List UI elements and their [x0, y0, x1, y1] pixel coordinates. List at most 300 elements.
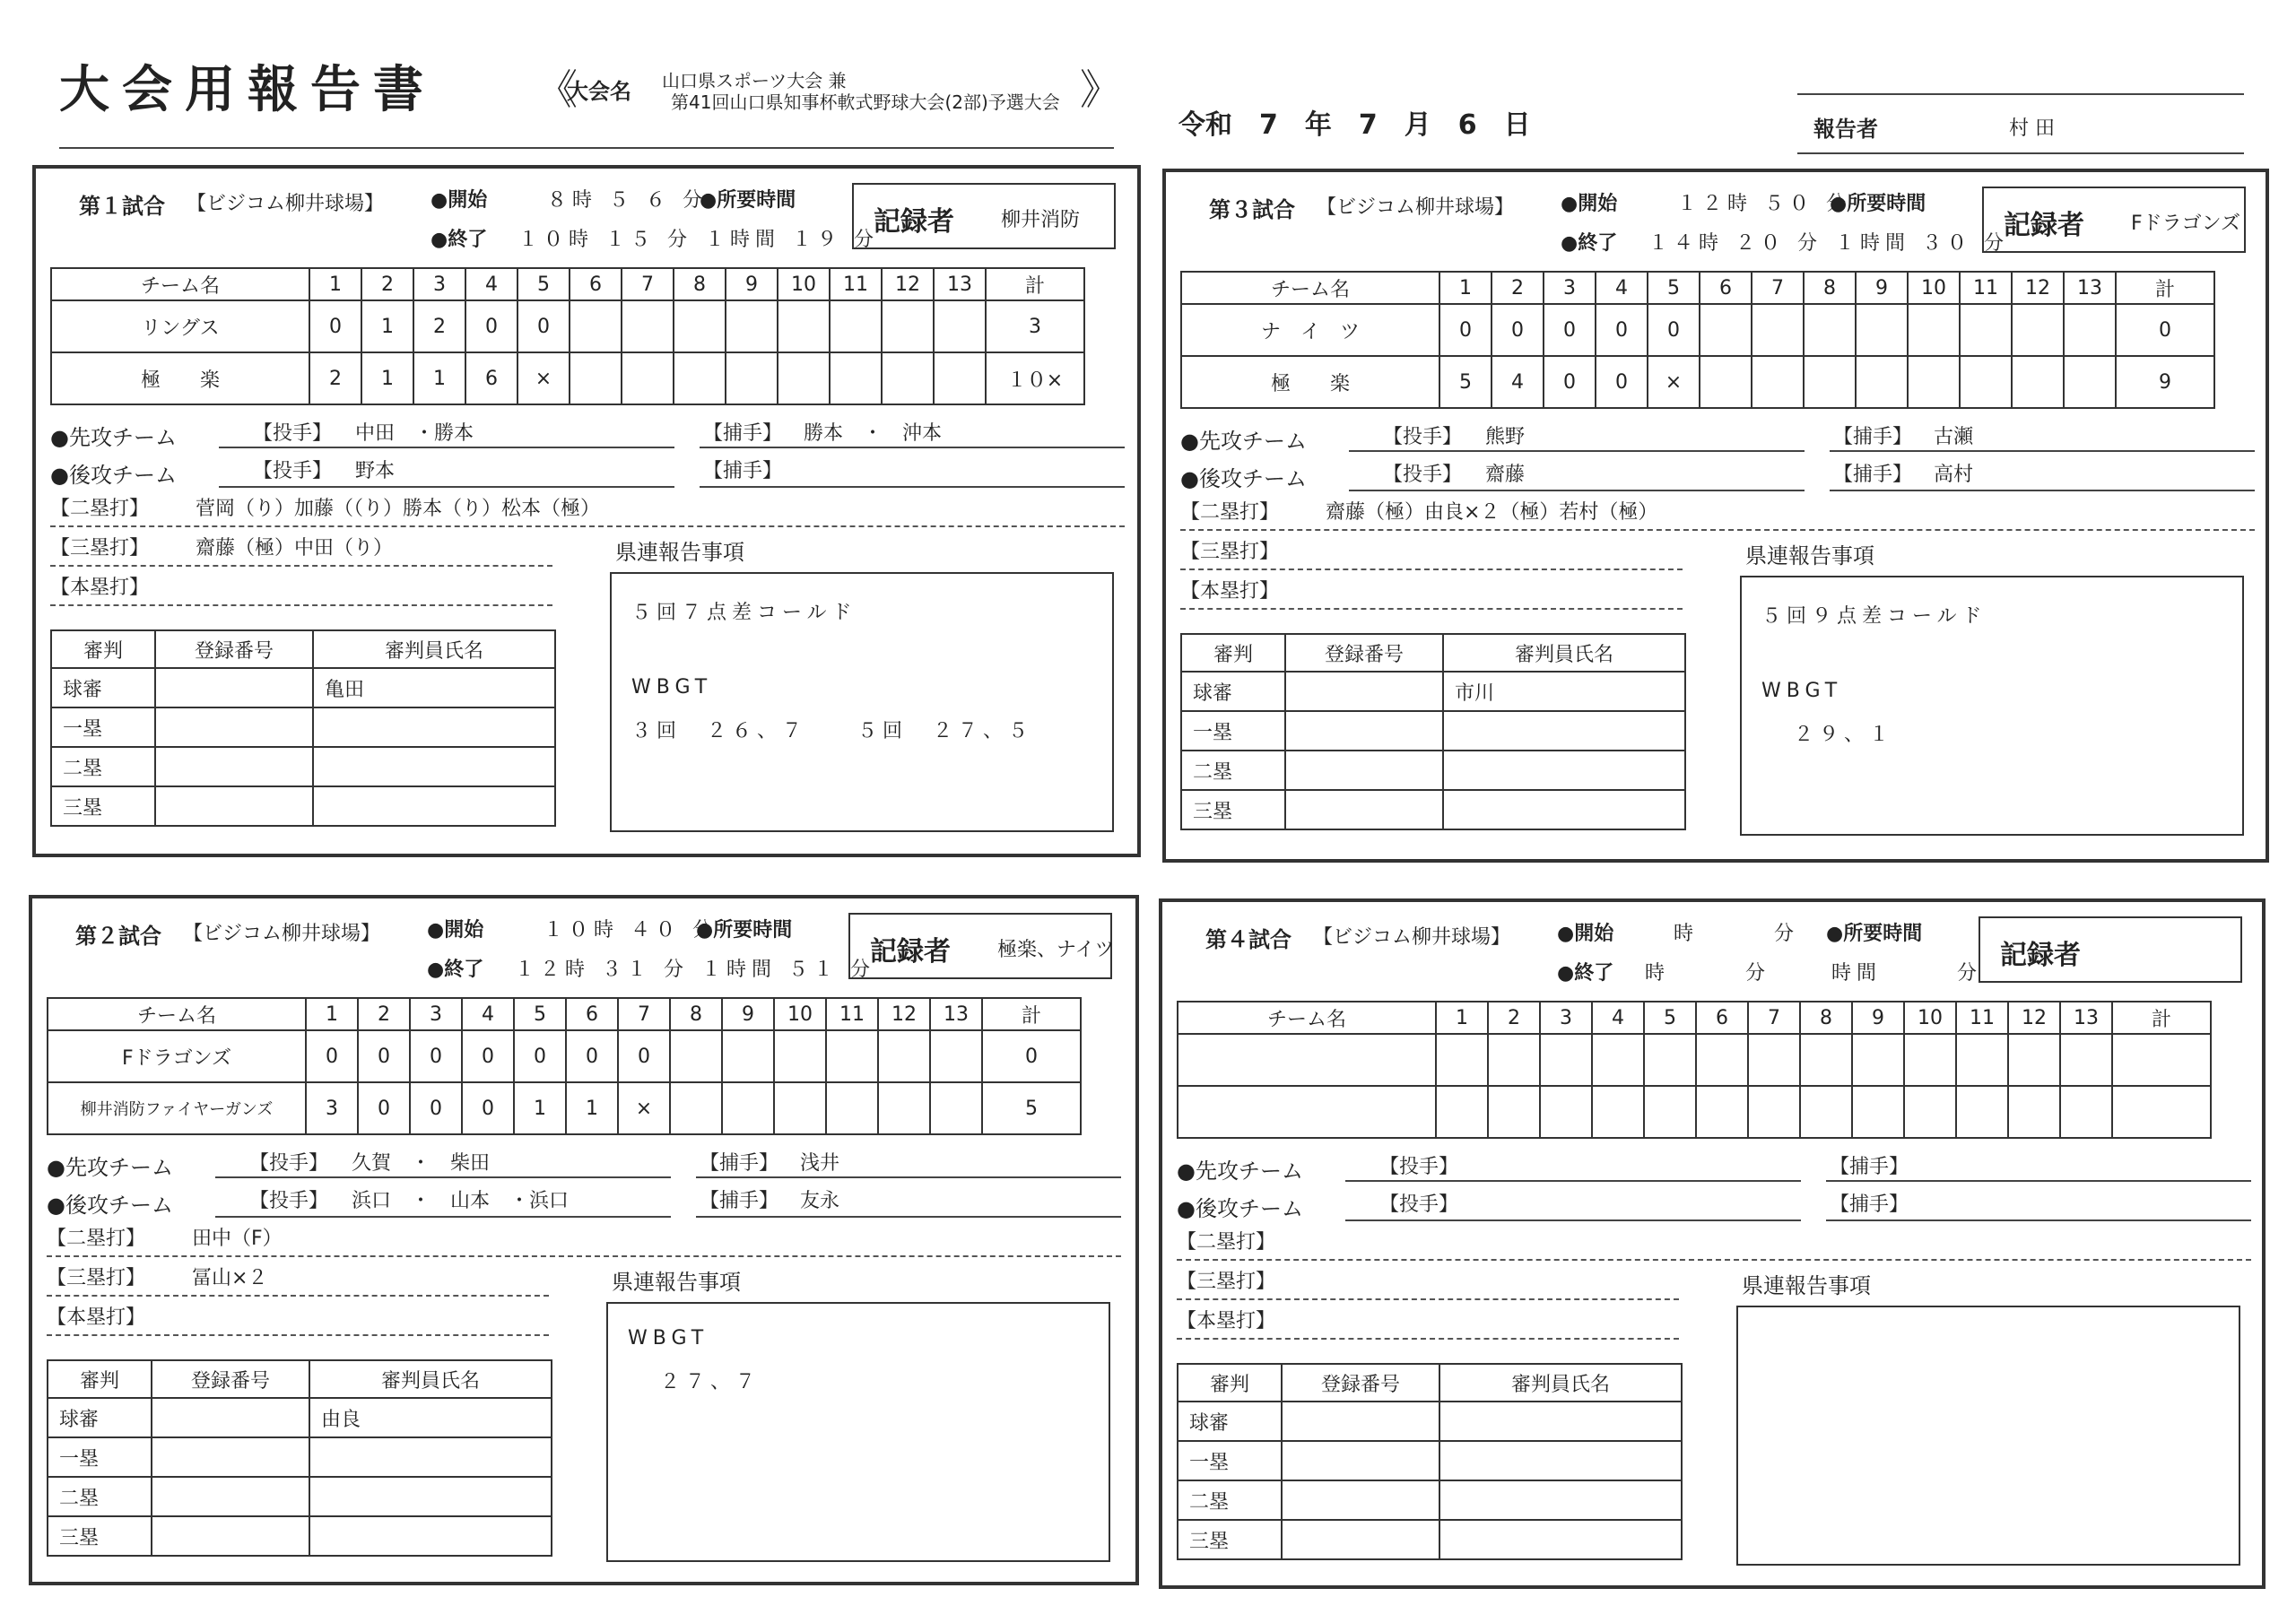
game-card: [32, 165, 1141, 857]
inning-header: 12: [2008, 1002, 2060, 1034]
inning-header: 12: [2012, 272, 2064, 304]
second-pitcher: 野本: [355, 460, 396, 482]
umpire-regno: [1285, 790, 1443, 829]
start-time: １０時 ４０ 分: [544, 919, 718, 942]
umpire-name-header: 審判員氏名: [1443, 634, 1685, 672]
inning-score: 2: [309, 352, 361, 404]
inning-header: 7: [622, 268, 674, 300]
first-pitcher: 久賀 ・ 柴田: [352, 1152, 491, 1175]
inning-header: 11: [826, 998, 878, 1030]
inning-score: [778, 300, 830, 352]
total-header: 計: [2116, 272, 2214, 304]
page-title: 大会用報告書: [59, 61, 436, 119]
inning-score: [1644, 1086, 1696, 1138]
start-time: ８時 ５ ６ 分: [547, 189, 708, 212]
reporter-name: 村 田: [2009, 117, 2055, 140]
umpire-header: 審判: [1181, 634, 1285, 672]
second-pitcher-label: 【投手】: [1383, 464, 1463, 486]
game-title: 第１試合: [79, 194, 165, 219]
total-header: 計: [2112, 1002, 2211, 1034]
umpire-name: [1439, 1520, 1682, 1559]
inning-score: [1592, 1086, 1644, 1138]
umpire-header: 審判: [1178, 1364, 1282, 1402]
inning-score: [830, 300, 882, 352]
inning-header: 5: [514, 998, 566, 1030]
second-catcher-label: 【捕手】: [1833, 464, 1913, 486]
inning-score: 0: [1544, 356, 1596, 408]
open-bracket: 《: [536, 65, 578, 114]
inning-score: [1752, 356, 1804, 408]
duration-time: １時間 １９ 分: [705, 229, 879, 251]
recorder-label: 記録者: [2000, 940, 2081, 971]
end-label: ●終了: [430, 229, 488, 251]
inning-score: [930, 1082, 982, 1134]
inning-score: [2008, 1086, 2060, 1138]
first-pitcher: 熊野: [1485, 426, 1526, 448]
team-name: 極 楽: [1181, 356, 1439, 408]
venue: 【ビジコム柳井球場】: [187, 193, 385, 215]
triples: 冨山×２: [192, 1267, 268, 1289]
inning-score: [878, 1030, 930, 1082]
inning-header: 9: [1852, 1002, 1904, 1034]
team-total: １０×: [986, 352, 1084, 404]
umpire-name: [309, 1516, 552, 1556]
inning-score: [1748, 1034, 1800, 1086]
inning-header: 3: [1540, 1002, 1592, 1034]
first-pitcher-label: 【投手】: [1383, 426, 1463, 448]
inning-score: [726, 352, 778, 404]
umpire-regno: [155, 747, 313, 786]
inning-score: ×: [517, 352, 570, 404]
game-card: [1159, 898, 2266, 1589]
inning-score: [1700, 356, 1752, 408]
inning-score: 0: [462, 1082, 514, 1134]
tournament-name-line2: 第41回山口県知事杯軟式野球大会(2部)予選大会: [671, 91, 1060, 113]
umpire-regno: [1282, 1402, 1439, 1441]
regno-header: 登録番号: [155, 630, 313, 668]
inning-header: 8: [1804, 272, 1856, 304]
umpire-name: [309, 1437, 552, 1477]
triples-label: 【三塁打】: [50, 537, 150, 560]
first-catcher: 古瀬: [1934, 426, 1974, 448]
umpire-name-header: 審判員氏名: [313, 630, 555, 668]
team-total: 9: [2116, 356, 2214, 408]
inning-header: 2: [1488, 1002, 1540, 1034]
team-header: チーム名: [1181, 272, 1439, 304]
second-team-label: ●後攻チーム: [50, 463, 177, 488]
inning-score: [826, 1082, 878, 1134]
inning-score: [674, 300, 726, 352]
inning-score: 4: [1492, 356, 1544, 408]
regno-header: 登録番号: [1282, 1364, 1439, 1402]
inning-header: 1: [309, 268, 361, 300]
umpire-position: 三塁: [1178, 1520, 1282, 1559]
inning-score: [1488, 1086, 1540, 1138]
umpire-position: 三塁: [1181, 790, 1285, 829]
inning-score: 0: [1492, 304, 1544, 356]
inning-score: [570, 300, 622, 352]
venue: 【ビジコム柳井球場】: [183, 923, 381, 945]
doubles-label: 【二塁打】: [1180, 501, 1280, 524]
umpire-regno: [1282, 1480, 1439, 1520]
score-table: [1177, 1001, 2212, 1139]
first-team-label: ●先攻チーム: [1177, 1159, 1303, 1184]
inning-score: [2064, 356, 2116, 408]
inning-header: 6: [570, 268, 622, 300]
inning-header: 2: [358, 998, 410, 1030]
inning-score: [1956, 1086, 2008, 1138]
inning-score: 0: [517, 300, 570, 352]
second-catcher: 高村: [1934, 464, 1974, 486]
inning-score: 0: [309, 300, 361, 352]
umpire-position: 二塁: [48, 1477, 152, 1516]
inning-score: [622, 300, 674, 352]
inning-header: 12: [878, 998, 930, 1030]
second-catcher: 友永: [800, 1190, 840, 1212]
inning-header: 5: [517, 268, 570, 300]
team-total: 0: [2116, 304, 2214, 356]
score-table: [47, 997, 1082, 1135]
triples-label: 【三塁打】: [1177, 1271, 1276, 1293]
duration-label: ●所要時間: [700, 189, 796, 212]
inning-score: 1: [361, 352, 413, 404]
umpire-position: 球審: [1181, 672, 1285, 711]
inning-header: 2: [361, 268, 413, 300]
inning-score: [882, 352, 934, 404]
end-label: ●終了: [427, 959, 484, 981]
home-runs-label: 【本塁打】: [1177, 1310, 1276, 1332]
inning-score: [930, 1030, 982, 1082]
team-header: チーム名: [48, 998, 306, 1030]
pref-report-line: WBGT: [631, 676, 713, 699]
inning-header: 4: [462, 998, 514, 1030]
inning-score: [1696, 1034, 1748, 1086]
inning-score: [1908, 304, 1960, 356]
team-total: 3: [986, 300, 1084, 352]
total-header: 計: [986, 268, 1084, 300]
umpire-name: 市川: [1443, 672, 1685, 711]
inning-header: 4: [1596, 272, 1648, 304]
team-total: 5: [982, 1082, 1081, 1134]
umpire-regno: [152, 1477, 309, 1516]
first-pitcher: 中田 ・勝本: [355, 422, 474, 445]
pref-report-label: 県連報告事項: [1745, 543, 1874, 568]
inning-header: 1: [306, 998, 358, 1030]
umpire-name: [313, 747, 555, 786]
umpire-name: [1443, 751, 1685, 790]
inning-score: [830, 352, 882, 404]
umpire-table: [47, 1359, 552, 1557]
pref-report-label: 県連報告事項: [612, 1270, 741, 1295]
inning-header: 10: [774, 998, 826, 1030]
inning-score: [1540, 1086, 1592, 1138]
inning-score: 1: [514, 1082, 566, 1134]
inning-score: 0: [1596, 304, 1648, 356]
inning-header: 3: [413, 268, 465, 300]
inning-score: [774, 1030, 826, 1082]
first-catcher-label: 【捕手】: [703, 422, 783, 445]
home-runs-label: 【本塁打】: [47, 1306, 146, 1329]
duration-time: １時間 ５１ 分: [701, 959, 875, 981]
umpire-table: [50, 629, 556, 827]
team-header: チーム名: [51, 268, 309, 300]
umpire-regno: [152, 1398, 309, 1437]
inning-score: [934, 300, 986, 352]
inning-header: 7: [1748, 1002, 1800, 1034]
inning-score: 0: [1596, 356, 1648, 408]
second-team-label: ●後攻チーム: [47, 1193, 173, 1218]
umpire-name: [1439, 1441, 1682, 1480]
inning-score: [1960, 356, 2012, 408]
first-pitcher-label: 【投手】: [253, 422, 333, 445]
umpire-name: [309, 1477, 552, 1516]
first-pitcher-label: 【投手】: [249, 1152, 329, 1175]
umpire-name: [1443, 790, 1685, 829]
inning-score: [774, 1082, 826, 1134]
inning-header: 13: [934, 268, 986, 300]
team-name: [1178, 1086, 1436, 1138]
inning-header: 7: [1752, 272, 1804, 304]
second-team-label: ●後攻チーム: [1177, 1196, 1303, 1221]
umpire-position: 二塁: [1181, 751, 1285, 790]
end-time: １２時 ３１ 分: [515, 959, 689, 981]
inning-score: [1908, 356, 1960, 408]
tournament-label: 大会名: [567, 79, 631, 104]
inning-score: ×: [1648, 356, 1700, 408]
triples-label: 【三塁打】: [47, 1267, 146, 1289]
end-label: ●終了: [1557, 962, 1614, 985]
second-pitcher-label: 【投手】: [253, 460, 333, 482]
doubles-label: 【二塁打】: [50, 498, 150, 520]
reporter-label: 報告者: [1813, 117, 1878, 142]
pref-report-box: [1736, 1306, 2240, 1566]
inning-score: ×: [618, 1082, 670, 1134]
second-pitcher: 齋藤: [1485, 464, 1526, 486]
recorder-name: 柳井消防: [1001, 209, 1081, 231]
umpire-regno: [155, 707, 313, 747]
recorder-label: 記録者: [2004, 210, 2084, 241]
inning-header: 13: [930, 998, 982, 1030]
team-total: 0: [982, 1030, 1081, 1082]
first-team-label: ●先攻チーム: [50, 425, 177, 450]
inning-header: 7: [618, 998, 670, 1030]
second-pitcher-label: 【投手】: [1379, 1193, 1459, 1216]
team-total: [2112, 1034, 2211, 1086]
inning-header: 8: [1800, 1002, 1852, 1034]
inning-header: 6: [1696, 1002, 1748, 1034]
umpire-name: 亀田: [313, 668, 555, 707]
pref-report-label: 県連報告事項: [1742, 1273, 1871, 1298]
team-total: [2112, 1086, 2211, 1138]
umpire-position: 一塁: [1178, 1441, 1282, 1480]
inning-score: [2064, 304, 2116, 356]
inning-header: 8: [674, 268, 726, 300]
inning-header: 6: [1700, 272, 1752, 304]
game-title: 第４試合: [1205, 927, 1292, 952]
pref-report-line: ２７、７: [660, 1371, 761, 1393]
home-runs-label: 【本塁打】: [50, 577, 150, 599]
inning-header: 2: [1492, 272, 1544, 304]
team-name: 極 楽: [51, 352, 309, 404]
pref-report-line: WBGT: [1761, 680, 1843, 702]
score-table: [50, 267, 1085, 405]
inning-score: [2060, 1034, 2112, 1086]
inning-score: 0: [465, 300, 517, 352]
recorder-label: 記録者: [874, 206, 954, 238]
first-pitcher-label: 【投手】: [1379, 1156, 1459, 1178]
pref-report-line: ５回７点差コールド: [631, 602, 857, 624]
second-pitcher: 浜口 ・ 山本 ・浜口: [352, 1190, 570, 1212]
inning-score: [1540, 1034, 1592, 1086]
umpire-position: 球審: [48, 1398, 152, 1437]
inning-score: [1956, 1034, 2008, 1086]
umpire-name: [1439, 1480, 1682, 1520]
venue: 【ビジコム柳井球場】: [1317, 196, 1515, 219]
inning-header: 9: [722, 998, 774, 1030]
inning-header: 11: [1960, 272, 2012, 304]
umpire-table: [1177, 1363, 1683, 1560]
inning-score: 0: [462, 1030, 514, 1082]
regno-header: 登録番号: [1285, 634, 1443, 672]
inning-score: [1904, 1034, 1956, 1086]
inning-score: [1644, 1034, 1696, 1086]
umpire-regno: [152, 1516, 309, 1556]
inning-score: [722, 1030, 774, 1082]
inning-score: [1592, 1034, 1644, 1086]
inning-score: [1804, 356, 1856, 408]
umpire-regno: [1285, 751, 1443, 790]
inning-score: [1800, 1086, 1852, 1138]
inning-score: [1856, 304, 1908, 356]
second-pitcher-label: 【投手】: [249, 1190, 329, 1212]
inning-score: 2: [413, 300, 465, 352]
team-name: [1178, 1034, 1436, 1086]
start-label: ●開始: [1557, 923, 1614, 945]
umpire-position: 二塁: [51, 747, 155, 786]
inning-header: 4: [465, 268, 517, 300]
umpire-position: 三塁: [51, 786, 155, 826]
inning-score: [570, 352, 622, 404]
umpire-name: 由良: [309, 1398, 552, 1437]
close-bracket: 》: [1080, 65, 1121, 114]
umpire-name: [313, 786, 555, 826]
game-card: [29, 895, 1139, 1585]
inning-score: [2012, 304, 2064, 356]
recorder-label: 記録者: [870, 936, 951, 968]
inning-score: [826, 1030, 878, 1082]
duration-label: ●所要時間: [1830, 193, 1926, 215]
first-catcher-label: 【捕手】: [1833, 426, 1913, 448]
umpire-name-header: 審判員氏名: [309, 1360, 552, 1398]
inning-header: 6: [566, 998, 618, 1030]
inning-score: 6: [465, 352, 517, 404]
inning-score: [670, 1082, 722, 1134]
inning-score: 3: [306, 1082, 358, 1134]
end-time: 時 分: [1645, 962, 1771, 985]
inning-score: 1: [361, 300, 413, 352]
inning-score: [1700, 304, 1752, 356]
inning-score: 0: [618, 1030, 670, 1082]
inning-header: 3: [410, 998, 462, 1030]
umpire-name: [313, 707, 555, 747]
umpire-table: [1180, 633, 1686, 830]
inning-header: 5: [1648, 272, 1700, 304]
pref-report-label: 県連報告事項: [615, 540, 744, 565]
inning-score: [2008, 1034, 2060, 1086]
inning-score: [722, 1082, 774, 1134]
duration-label: ●所要時間: [696, 919, 793, 942]
inning-header: 10: [1908, 272, 1960, 304]
inning-header: 9: [1856, 272, 1908, 304]
inning-score: [882, 300, 934, 352]
doubles-label: 【二塁打】: [1177, 1231, 1276, 1254]
inning-score: 0: [306, 1030, 358, 1082]
recorder-name: Fドラゴンズ: [2131, 213, 2240, 235]
team-name: 柳井消防ファイヤーガンズ: [48, 1082, 306, 1134]
first-team-label: ●先攻チーム: [1180, 429, 1307, 454]
end-label: ●終了: [1561, 232, 1618, 255]
regno-header: 登録番号: [152, 1360, 309, 1398]
umpire-regno: [155, 786, 313, 826]
inning-score: [674, 352, 726, 404]
pref-report-line: ３回 ２６、７ ５回 ２７、５: [631, 720, 1034, 742]
end-time: １０時 １５ 分: [518, 229, 692, 251]
inning-score: [1800, 1034, 1852, 1086]
inning-score: [1696, 1086, 1748, 1138]
report-date: 令和 7 年 7 月 6 日: [1178, 109, 1531, 141]
second-catcher-label: 【捕手】: [703, 460, 783, 482]
duration-time: 時間 分: [1831, 962, 1983, 985]
inning-header: 4: [1592, 1002, 1644, 1034]
start-label: ●開始: [1561, 193, 1618, 215]
inning-score: [1488, 1034, 1540, 1086]
start-label: ●開始: [430, 189, 488, 212]
inning-score: [1960, 304, 2012, 356]
triples-label: 【三塁打】: [1180, 541, 1280, 563]
first-catcher-label: 【捕手】: [1830, 1156, 1909, 1178]
inning-score: [2012, 356, 2064, 408]
pref-report-line: ５回９点差コールド: [1761, 605, 1987, 628]
inning-score: 5: [1439, 356, 1492, 408]
inning-score: [1852, 1034, 1904, 1086]
venue: 【ビジコム柳井球場】: [1313, 926, 1511, 949]
doubles-label: 【二塁打】: [47, 1228, 146, 1250]
inning-header: 13: [2064, 272, 2116, 304]
inning-score: 0: [566, 1030, 618, 1082]
first-catcher-label: 【捕手】: [700, 1152, 779, 1175]
umpire-name: [1443, 711, 1685, 751]
team-name: Fドラゴンズ: [48, 1030, 306, 1082]
umpire-position: 二塁: [1178, 1480, 1282, 1520]
first-team-label: ●先攻チーム: [47, 1155, 173, 1180]
umpire-regno: [1282, 1441, 1439, 1480]
inning-header: 13: [2060, 1002, 2112, 1034]
inning-score: [878, 1082, 930, 1134]
inning-score: 0: [358, 1030, 410, 1082]
start-label: ●開始: [427, 919, 484, 942]
score-table: [1180, 271, 2215, 409]
inning-score: 0: [358, 1082, 410, 1134]
inning-header: 3: [1544, 272, 1596, 304]
inning-score: [2060, 1086, 2112, 1138]
inning-header: 5: [1644, 1002, 1696, 1034]
umpire-regno: [152, 1437, 309, 1477]
inning-score: [670, 1030, 722, 1082]
inning-score: 0: [410, 1030, 462, 1082]
inning-score: 0: [410, 1082, 462, 1134]
umpire-header: 審判: [51, 630, 155, 668]
inning-header: 10: [1904, 1002, 1956, 1034]
